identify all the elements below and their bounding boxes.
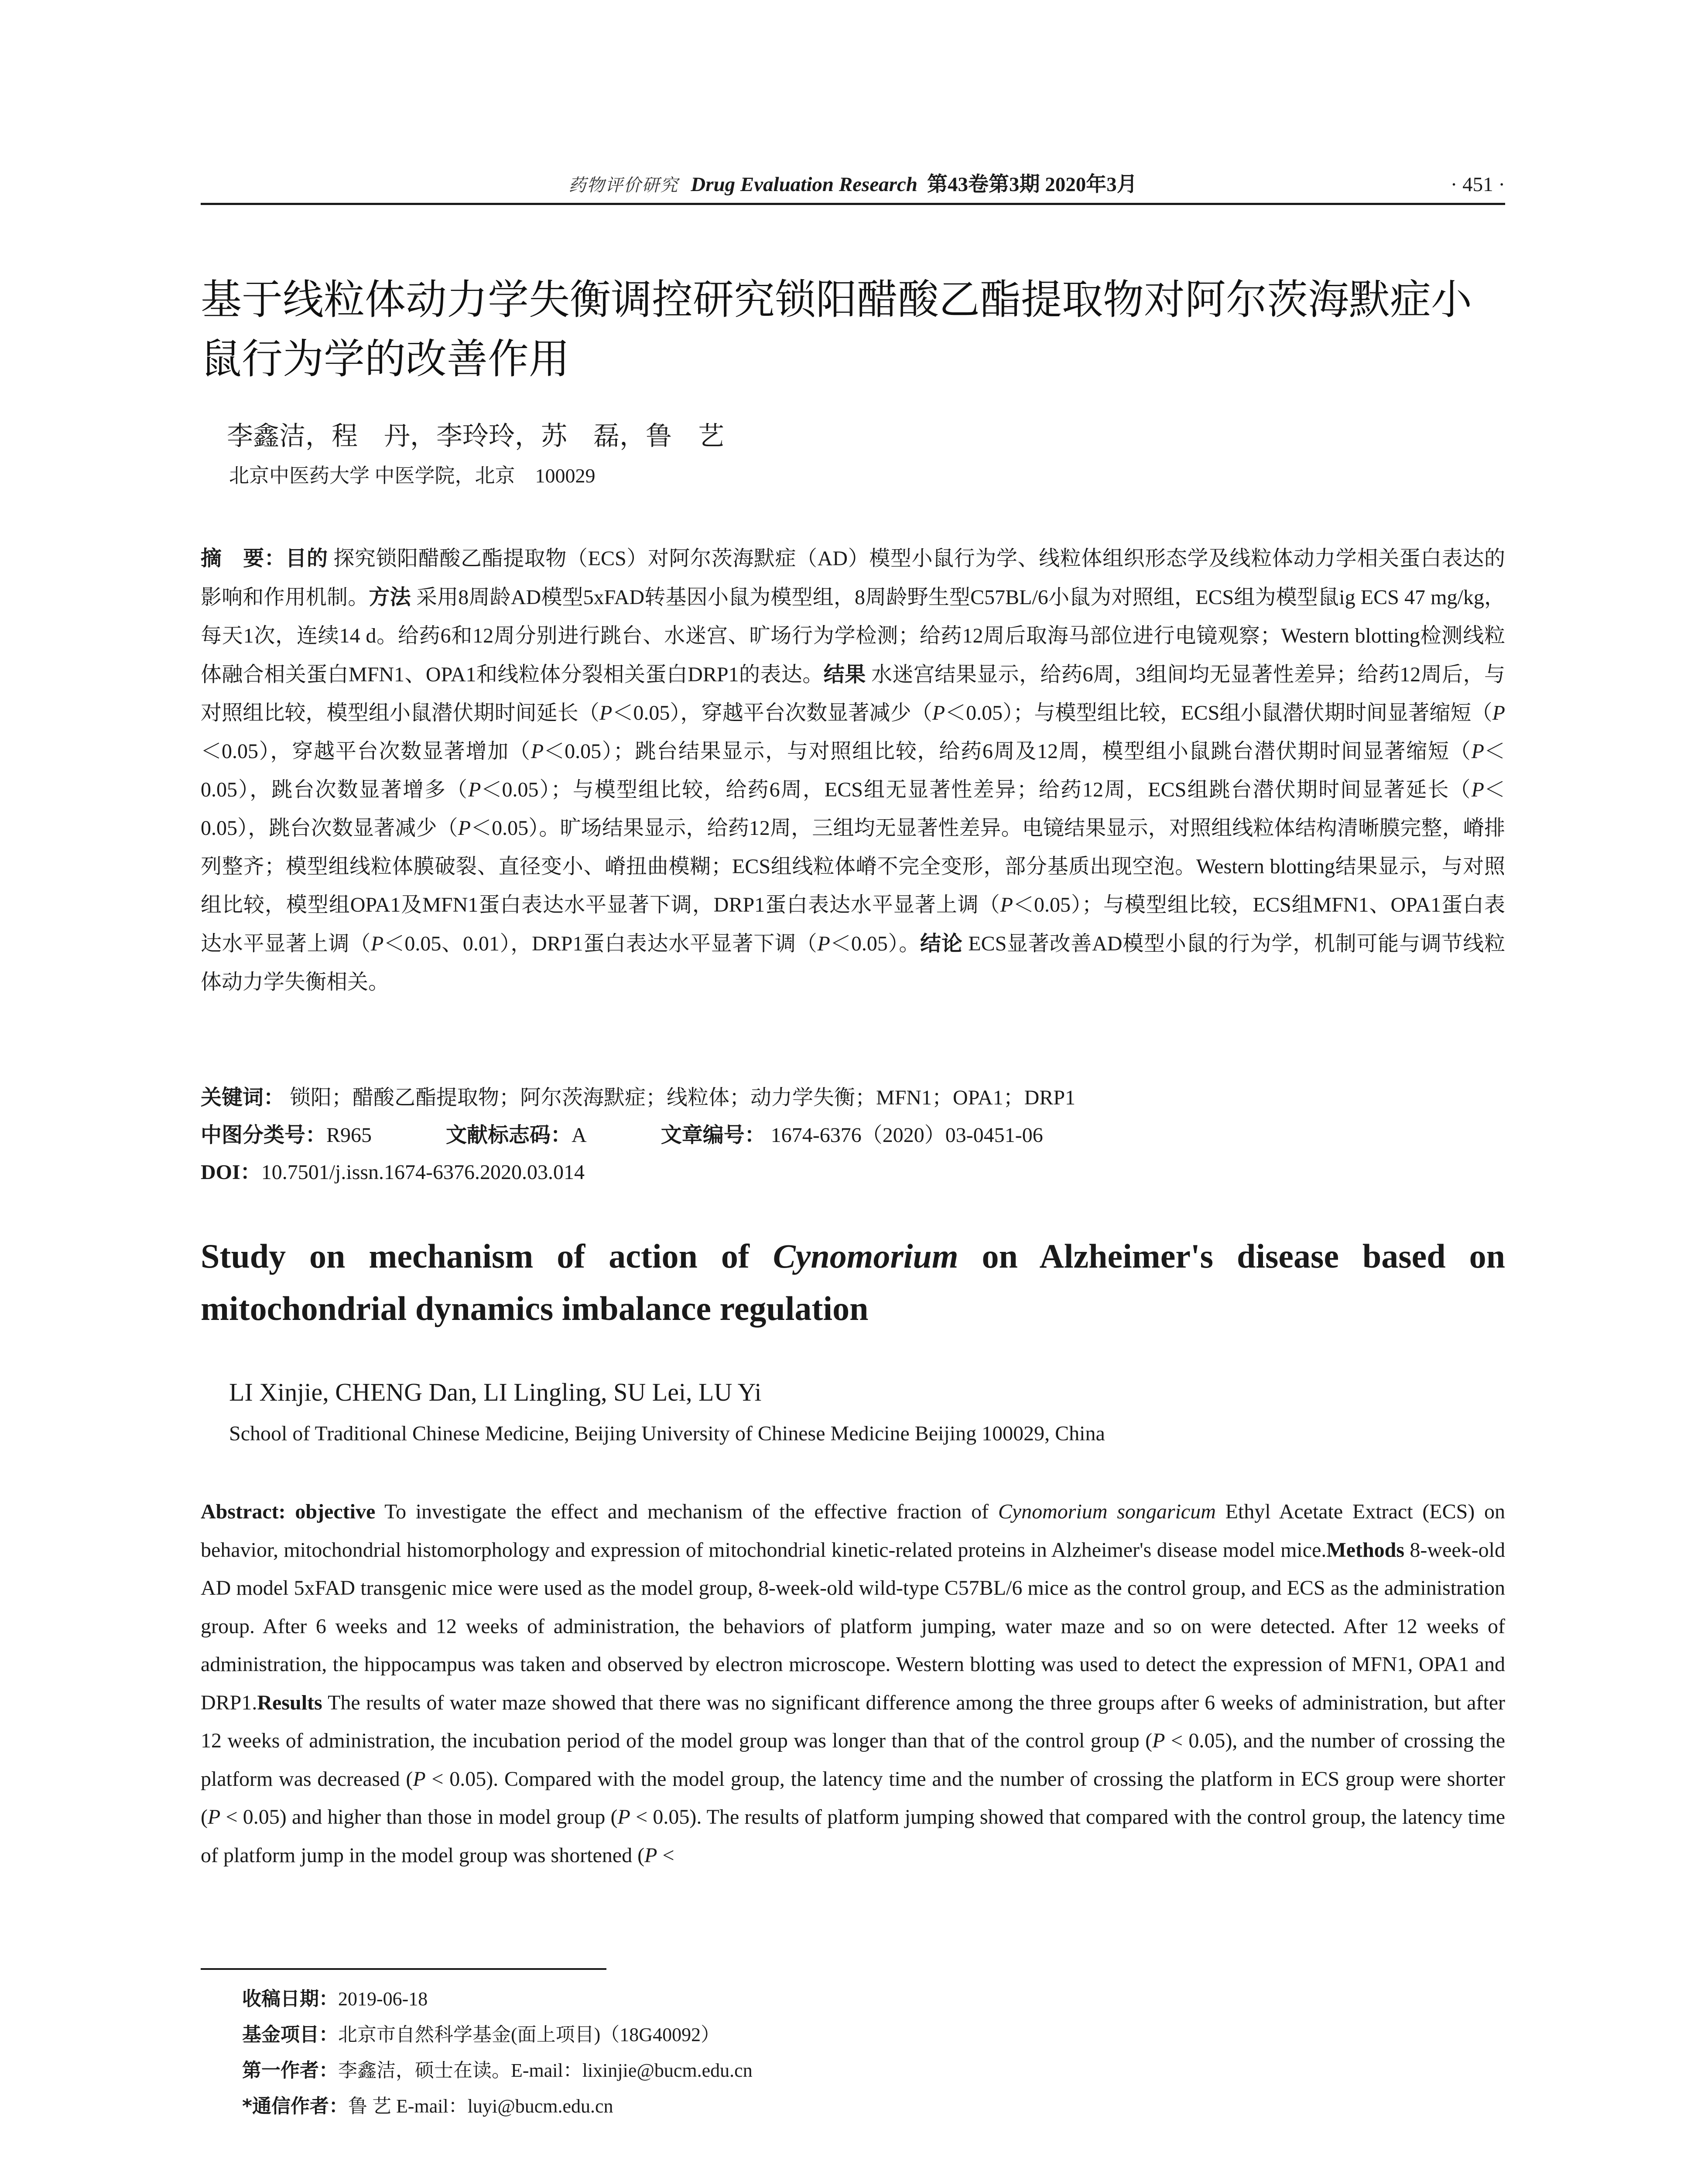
results-text: ＜0.05），穿越平台次数显著减少（ bbox=[612, 701, 932, 725]
en-results-text: < 0.05). Compared with the model group, the latency time and the number of crossing the platform in ECS group were shorter ( bbox=[201, 1767, 1505, 1829]
en-results-text: < 0.05), and the number of crossing the platform was decreased ( bbox=[201, 1729, 1506, 1791]
chinese-title: 基于线粒体动力学失衡调控研究锁阳醋酸乙酯提取物对阿尔茨海默症小鼠行为学的改善作用 bbox=[201, 276, 1472, 383]
conclusion-label: 结论 bbox=[920, 931, 963, 956]
english-title-part2: on Alzheimer's disease based on mitochondrial dynamics imbalance regulation bbox=[201, 1237, 1505, 1327]
results-label: 结果 bbox=[823, 662, 866, 687]
methods-label: 方法 bbox=[369, 585, 411, 609]
p-symbol: P bbox=[617, 1805, 630, 1829]
english-title bbox=[201, 1230, 1505, 1335]
p-symbol: P bbox=[1471, 740, 1484, 763]
doc-code-label: 文献标志码： bbox=[446, 1123, 572, 1147]
english-affiliation: School of Traditional Chinese Medicine, Beijing University of Chinese Medicine Beijing 100029, China bbox=[229, 1422, 1105, 1445]
p-symbol: P bbox=[371, 932, 384, 955]
footnotes bbox=[242, 1981, 1464, 2124]
results-text: ＜0.05），跳台次数显著减少（ bbox=[201, 778, 1505, 840]
chinese-affiliation: 北京中医药大学 中医学院，北京 100029 bbox=[229, 465, 596, 487]
doi-label: DOI： bbox=[201, 1161, 261, 1184]
results-text: ＜0.05）。 bbox=[830, 932, 921, 955]
journal-name: Drug Evaluation Research bbox=[691, 173, 917, 196]
english-abstract bbox=[201, 1493, 1505, 1874]
corresponding-label: *通信作者： bbox=[242, 2095, 349, 2117]
chinese-authors: 李鑫洁，程 丹，李玲玲，苏 磊，鲁 艺 bbox=[227, 422, 724, 451]
p-symbol: P bbox=[468, 778, 481, 801]
english-title-genus: Cynomorium bbox=[773, 1237, 958, 1275]
first-author-label: 第一作者： bbox=[242, 2059, 338, 2082]
p-symbol: P bbox=[644, 1843, 657, 1867]
english-title-part1: Study on mechanism of action of bbox=[201, 1237, 773, 1275]
doc-code-value: A bbox=[572, 1124, 587, 1147]
footnote-first-author bbox=[242, 2053, 1464, 2089]
fund-label: 基金项目： bbox=[242, 2024, 338, 2046]
p-symbol: P bbox=[413, 1767, 426, 1791]
chinese-abstract bbox=[201, 539, 1505, 1002]
clc-label: 中图分类号： bbox=[201, 1123, 327, 1147]
received-value: 2019-06-18 bbox=[338, 1988, 428, 2010]
article-no-label: 文章编号： bbox=[661, 1123, 766, 1147]
p-symbol: P bbox=[1471, 778, 1484, 801]
abstract-label: 摘 要： bbox=[201, 546, 286, 571]
page-number: · 451 · bbox=[1450, 173, 1505, 196]
p-symbol: P bbox=[1000, 893, 1013, 916]
p-symbol: P bbox=[1492, 701, 1505, 725]
header-rule bbox=[201, 203, 1505, 205]
classification-line bbox=[201, 1117, 1505, 1154]
results-text: 水迷宫结果显示，给药6周，3组间均无显著性差异；给药12周后，与对照组比较，模型组小鼠潜伏期时间延长（ bbox=[201, 663, 1505, 725]
results-text: ＜0.05）；跳台结果显示，与对照组比较，给药6周及12周，模型组小鼠跳台潜伏期时间显著缩短（ bbox=[544, 740, 1472, 763]
corresponding-value: 鲁 艺 E-mail：luyi@bucm.edu.cn bbox=[348, 2096, 613, 2117]
footnote-received bbox=[242, 1981, 1464, 2017]
p-symbol: P bbox=[458, 817, 471, 840]
en-methods-label: Methods bbox=[1326, 1538, 1405, 1562]
p-symbol: P bbox=[531, 740, 544, 763]
running-header-center bbox=[201, 169, 1505, 201]
article-no-value: 1674-6376（2020）03-0451-06 bbox=[770, 1124, 1043, 1147]
en-abstract-label: Abstract: objective bbox=[201, 1500, 376, 1523]
p-symbol: P bbox=[599, 701, 613, 725]
en-species-name: Cynomorium songaricum bbox=[998, 1500, 1216, 1523]
p-symbol: P bbox=[817, 932, 830, 955]
clc-value: R965 bbox=[326, 1124, 372, 1147]
conclusion-text: ECS显著改善AD模型小鼠的行为学，机制可能与调节线粒体动力学失衡相关。 bbox=[201, 932, 1505, 994]
results-text: ＜0.05）；与模型组比较，ECS组小鼠潜伏期时间显著缩短（ bbox=[945, 701, 1492, 725]
footnote-corresponding-author bbox=[242, 2089, 1464, 2124]
received-label: 收稿日期： bbox=[242, 1988, 338, 2010]
p-symbol: P bbox=[1152, 1729, 1165, 1752]
results-text: ＜0.05、0.01），DRP1蛋白表达水平显著下调（ bbox=[383, 932, 818, 955]
en-methods-text: 8-week-old AD model 5xFAD transgenic mice were used as the model group, 8-week-old wild-type C57BL/6 mice as the control group, and ECS as the administration group. After 6 weeks and 12 weeks of administration, the behaviors of platform jumping, water maze and so on were detected. After 12 weeks of administration, the hippocampus was taken and observed by electron microscope. Western blotting was used to detect the expression of MFN1, OPA1 and DRP1. bbox=[201, 1538, 1506, 1714]
keywords-line bbox=[201, 1079, 1505, 1116]
journal-logo-text: 药物评价研究 bbox=[568, 175, 679, 195]
en-results-text: < 0.05). The results of platform jumping showed that compared with the control group, the latency time of platform jump in the model group was shortened ( bbox=[201, 1805, 1505, 1867]
p-symbol: P bbox=[207, 1805, 221, 1829]
fund-value: 北京市自然科学基金(面上项目)（18G40092） bbox=[338, 2024, 720, 2045]
results-text: ＜0.05）；与模型组比较，给药6周，ECS组无显著性差异；给药12周，ECS组跳台潜伏期时间显著延长（ bbox=[481, 778, 1472, 801]
results-text: ＜0.05）；与模型组比较，ECS组MFN1、OPA1蛋白表达水平显著上调（ bbox=[201, 893, 1505, 955]
first-author-value: 李鑫洁，硕士在读。E-mail：lixinjie@bucm.edu.cn bbox=[338, 2060, 753, 2081]
footnote-fund bbox=[242, 2017, 1464, 2053]
en-results-label: Results bbox=[257, 1691, 322, 1714]
doi-value: 10.7501/j.issn.1674-6376.2020.03.014 bbox=[261, 1161, 585, 1184]
doi-line bbox=[201, 1154, 1505, 1191]
keywords-text: 锁阳；醋酸乙酯提取物；阿尔茨海默症；线粒体；动力学失衡；MFN1；OPA1；DRP1 bbox=[290, 1086, 1076, 1109]
journal-issue: 第43卷第3期 2020年3月 bbox=[927, 173, 1137, 196]
results-text: ＜0.05），跳台次数显著增多（ bbox=[201, 740, 1505, 801]
en-objective-text: Ethyl Acetate Extract (ECS) on behavior, mitochondrial histomorphology and expression of mitochondrial kinetic-related proteins in Alzheimer's disease model mice. bbox=[201, 1500, 1506, 1562]
english-authors: LI Xinjie, CHENG Dan, LI Lingling, SU Lei, LU Yi bbox=[229, 1378, 762, 1406]
objective-text: 探究锁阳醋酸乙酯提取物（ECS）对阿尔茨海默症（AD）模型小鼠行为学、线粒体组织形态学及线粒体动力学相关蛋白表达的影响和作用机制。 bbox=[201, 547, 1506, 609]
en-results-text: The results of water maze showed that there was no significant difference among the three groups after 6 weeks of administration, but after 12 weeks of administration, the incubation period of the model group was longer than that of the control group ( bbox=[201, 1691, 1505, 1752]
results-text: ＜0.05），穿越平台次数显著增加（ bbox=[201, 740, 531, 763]
en-objective-text: To investigate the effect and mechanism of the effective fraction of bbox=[375, 1500, 998, 1523]
p-symbol: P bbox=[932, 701, 945, 725]
running-header bbox=[201, 169, 1505, 200]
footnote-rule bbox=[201, 1968, 606, 1970]
methods-text: 采用8周龄AD模型5xFAD转基因小鼠为模型组，8周龄野生型C57BL/6小鼠为对照组，ECS组为模型鼠ig ECS 47 mg/kg，每天1次，连续14 d。给药6和12周分别进行跳台、水迷宫、旷场行为学检测；给药12周后取海马部位进行电镜观察；Western blotting检测线粒体融合相关蛋白MFN1、OPA1和线粒体分裂相关蛋白DRP1的表达。 bbox=[201, 586, 1505, 686]
objective-label: 目的 bbox=[285, 546, 328, 571]
en-results-text: < bbox=[657, 1843, 674, 1867]
en-results-text: < 0.05) and higher than those in model group ( bbox=[220, 1805, 618, 1829]
keywords-label: 关键词： bbox=[201, 1085, 285, 1110]
results-text: ＜0.05）。旷场结果显示，给药12周，三组均无显著性差异。电镜结果显示，对照组线粒体结构清晰膜完整，嵴排列整齐；模型组线粒体膜破裂、直径变小、嵴扭曲模糊；ECS组线粒体嵴不完全变形，部分基质出现空泡。Western blotting结果显示，与对照组比较，模型组OPA1及MFN1蛋白表达水平显著下调，DRP1蛋白表达水平显著上调（ bbox=[201, 817, 1505, 916]
